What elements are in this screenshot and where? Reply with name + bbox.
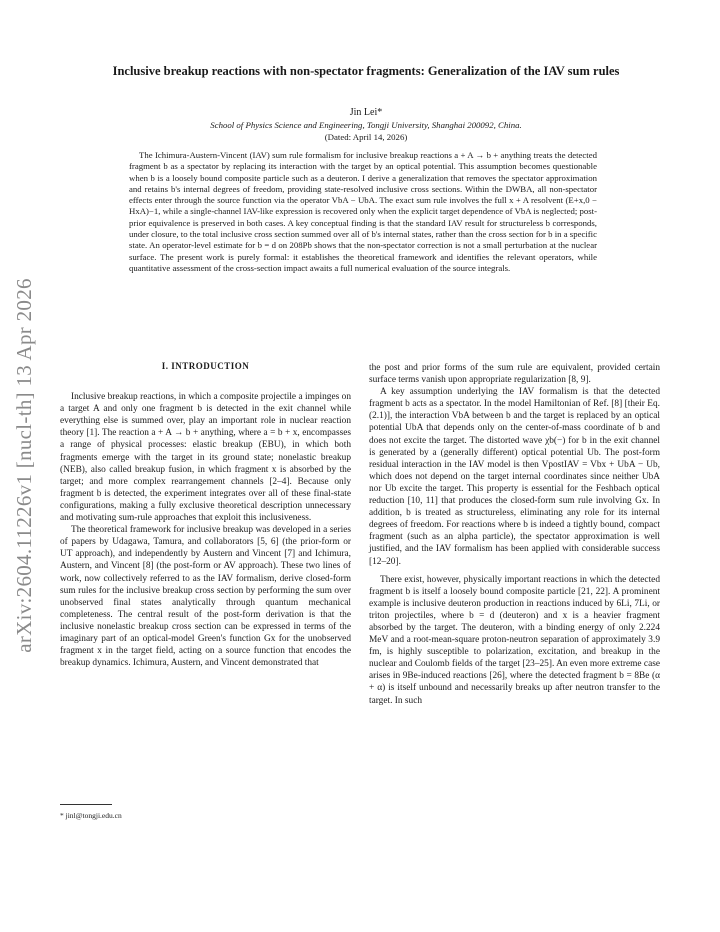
section-heading: I. INTRODUCTION — [161, 361, 250, 371]
paragraph: Inclusive breakup reactions, in which a composite projectile a impinges on a target A and only one fragment b is detected in the exit channel while everything else is summed over, play an important role in nuclear reaction theory [1]. The reaction a + A → b + anything, where a = b + x, encompasses a range of physical processes: elastic breakup (EBU), in which both fragments emerge with the target in its ground state; nonelastic breakup (NEB), also called breakup fusion, in which fragment x is absorbed by the target; and more complex rearrangement channels [2–4]. Because only fragment b is detected, the experiment integrates over all of these final-state configurations, making a fully exclusive theoretical description unnecessary and motivating sum-rule approaches that exploit this inclusiveness. — [60, 392, 351, 524]
affiliation: School of Physics Science and Engineering, Tongji University, Shanghai 200092, China. — [210, 120, 522, 130]
author: Jin Lei* — [349, 107, 383, 118]
right-column — [369, 362, 660, 707]
paper-title: Inclusive breakup reactions with non-spectator fragments: Generalization of the IAV sum rules — [112, 64, 620, 78]
left-column — [60, 360, 351, 669]
footnote: * jinl@tongji.edu.cn — [60, 811, 122, 820]
paragraph: A key assumption underlying the IAV formalism is that the detected fragment b acts as a spectator. In the model Hamiltonian of Ref. [8] [their Eq. (2.1)], the interaction VbA between b and the target is replaced by an optical potential UbA that depends only on the center-of-mass coordinate of b and does not excite the target. The distorted wave χb(−) for b in the exit channel is generated by a (generally different) optical potential Ub. The post-form residual interaction in the IAV model is then VpostIAV = Vbx + UbA − Ub, which does not depend on the target internal coordinates since neither UbA nor Ub excite the target. This property is essential for the Feshbach optical reduction [10, 11] that produces the closed-form sum rule involving Gx. In addition, b is treated as structureless, eliminating any role for its internal degrees of freedom. For reactions where b is indeed a tightly bound, compact fragment (such as an alpha particle), the spectator approximation is well justified, and the IAV formalism has been applied with considerable success [12–20]. — [369, 387, 660, 567]
paragraph: There exist, however, physically important reactions in which the detected fragment b is itself a loosely bound composite particle [21, 22]. A prominent example is inclusive deuteron production in reactions induced by 6Li, 7Li, or triton projectiles, where b = d (deuteron) and x is a heavier fragment absorbed by the target. The deuteron, with a binding energy of only 2.224 MeV and a root-mean-square proton-neutron separation of approximately 3.9 fm, is highly susceptible to polarization, excitation, and breakup in the nuclear and Coulomb fields of the target [23–25]. An even more extreme case arises in 9Be-induced reactions [26], where the detected fragment b = 8Be (α + α) is itself unbound and necessarily breaks up after neutron transfer to the target. In such — [369, 574, 660, 706]
abstract: The Ichimura-Austern-Vincent (IAV) sum rule formalism for inclusive breakup reactions a + A → b + anything treats the detected fragment b as a spectator by replacing its interaction with the target by an optical potential. This assumption becomes questionable when b is a loosely bound composite particle such as a deuteron. I derive a generalization that removes the spectator approximation and retains b's internal degrees of freedom, providing state-resolved inclusive cross sections. Within the DWBA, all non-spectator effects enter through the source function via the operator VbA − UbA. The exact sum rule involves the full x + A resolvent (E+x,0 − HxA)−1, while a single-channel IAV-like expression is recovered only when the explicit target dependence of VbA is neglected; post-prior equivalence is preserved in both cases. A key conceptual finding is that the standard IAV result for structureless b corresponds, under closure, to the total inclusive cross section summed over all of b's internal states, rather than the cross section for b in a specific state. An operator-level estimate for b = d on 208Pb shows that the non-spectator correction is not a small perturbation at the nuclear surface. The present work is purely formal: it establishes the theoretical framework and identifies the relevant operators, while quantitative assessment of the cross-section impact awaits a full numerical evaluation of the source integrals. — [129, 150, 597, 273]
arxiv-id: arXiv:2604.11226v1 [nucl-th] 13 Apr 2026 — [11, 277, 36, 653]
paragraph: The theoretical framework for inclusive breakup was developed in a series of papers by Udagawa, Tamura, and collaborators [5, 6] (the prior-form or UT approach), and independently by Austern and Vincent [7] and Ichimura, Austern, and Vincent [8] (the post-form or AV approach). These two lines of work, now collectively referred to as the IAV formalism, derive closed-form sum rules for the inclusive breakup cross section by performing the sum over unobserved final states analytically through quantum mechanical completeness. The central result of the post-form derivation is that the inclusive nonelastic breakup cross section can be expressed in terms of the imaginary part of an optical-model Green's function Gx for the unobserved fragment x in the target field, acting on a source function that encodes the breakup dynamics. Ichimura, Austern, and Vincent demonstrated that — [60, 525, 351, 669]
footnote-rule — [60, 804, 112, 805]
arxiv-watermark — [4, 275, 44, 655]
date-line: (Dated: April 14, 2026) — [324, 132, 408, 142]
paragraph: the post and prior forms of the sum rule are equivalent, provided certain surface terms vanish upon appropriate regularization [8, 9]. — [369, 363, 660, 386]
